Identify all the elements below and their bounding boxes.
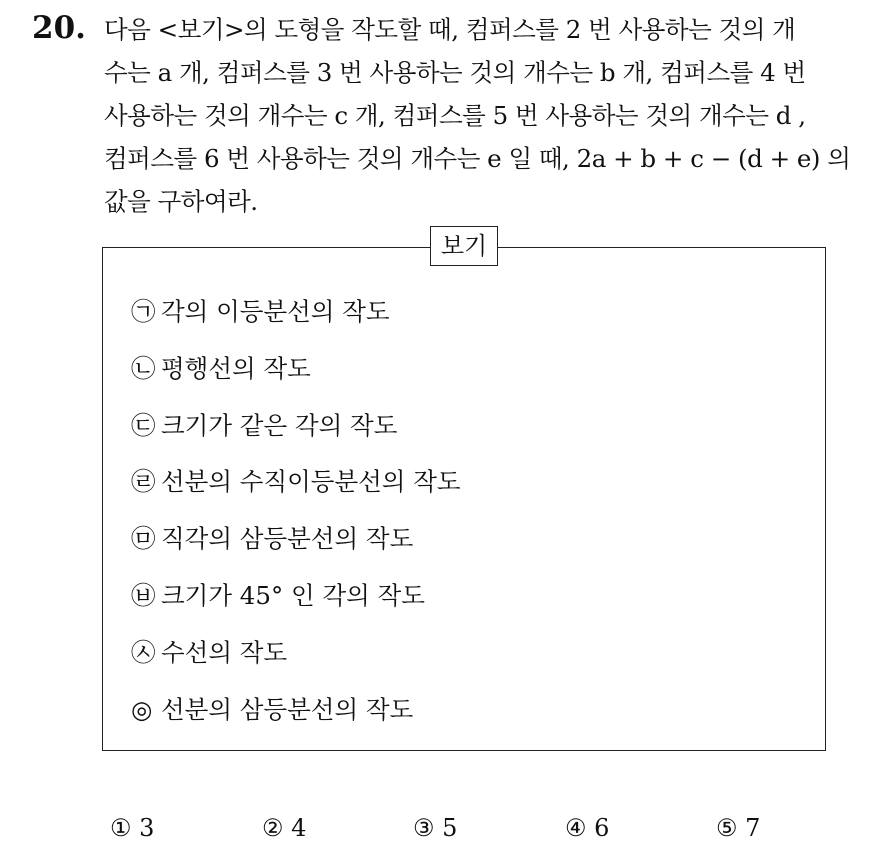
question-line: 수는 a 개, 컴퍼스를 3 번 사용하는 것의 개수는 b 개, 컴퍼스를 4 번 [104,58,806,87]
item-text: 크기가 같은 각의 작도 [161,411,398,440]
choice-number: ④ [565,814,587,842]
item-text: 선분의 삼등분선의 작도 [161,695,414,724]
item-text: 각의 이등분선의 작도 [161,297,390,326]
choice-value: 7 [745,814,761,842]
item-marker: ㉤ [131,524,156,553]
choice-value: 4 [291,814,307,842]
question-line: 다음 <보기>의 도형을 작도할 때, 컴퍼스를 2 번 사용하는 것의 개 [104,15,796,44]
example-item [131,296,390,328]
choice-value: 6 [594,814,610,842]
example-item [131,694,413,726]
question-line: 값을 구하여라. [104,187,258,216]
question-text [104,8,866,223]
example-item [131,523,413,555]
item-marker: ㉣ [131,467,156,496]
item-text: 수선의 작도 [161,638,288,667]
item-text: 직각의 삼등분선의 작도 [161,524,414,553]
question-line: 컴퍼스를 6 번 사용하는 것의 개수는 e 일 때, 2a + b + c − (d + e) 의 [104,144,851,173]
example-item [131,466,461,498]
example-item [131,410,397,442]
item-marker: ㉦ [131,638,156,667]
example-item [131,637,287,669]
answer-choices [0,814,884,848]
item-marker: ㉡ [131,354,156,383]
choice-value: 5 [442,814,458,842]
choice-number: ① [110,814,132,842]
choice-value: 3 [139,814,155,842]
item-marker: ㉥ [131,581,156,610]
item-marker: ◎ [131,695,153,724]
answer-choice-1[interactable] [110,814,154,842]
choice-number: ② [262,814,284,842]
item-text: 크기가 45° 인 각의 작도 [161,581,425,610]
choice-number: ③ [413,814,435,842]
answer-choice-4[interactable] [565,814,609,842]
answer-choice-3[interactable] [413,814,457,842]
choice-number: ⑤ [716,814,738,842]
item-text: 평행선의 작도 [161,354,311,383]
example-item [131,580,425,612]
item-marker: ㉠ [131,297,156,326]
question-number: 20. [32,10,86,46]
item-text: 선분의 수직이등분선의 작도 [161,467,461,496]
example-item [131,353,311,385]
question-line: 사용하는 것의 개수는 c 개, 컴퍼스를 5 번 사용하는 것의 개수는 d , [104,101,806,130]
example-box-title: 보기 [430,226,498,266]
answer-choice-5[interactable] [716,814,760,842]
item-marker: ㉢ [131,411,156,440]
answer-choice-2[interactable] [262,814,306,842]
